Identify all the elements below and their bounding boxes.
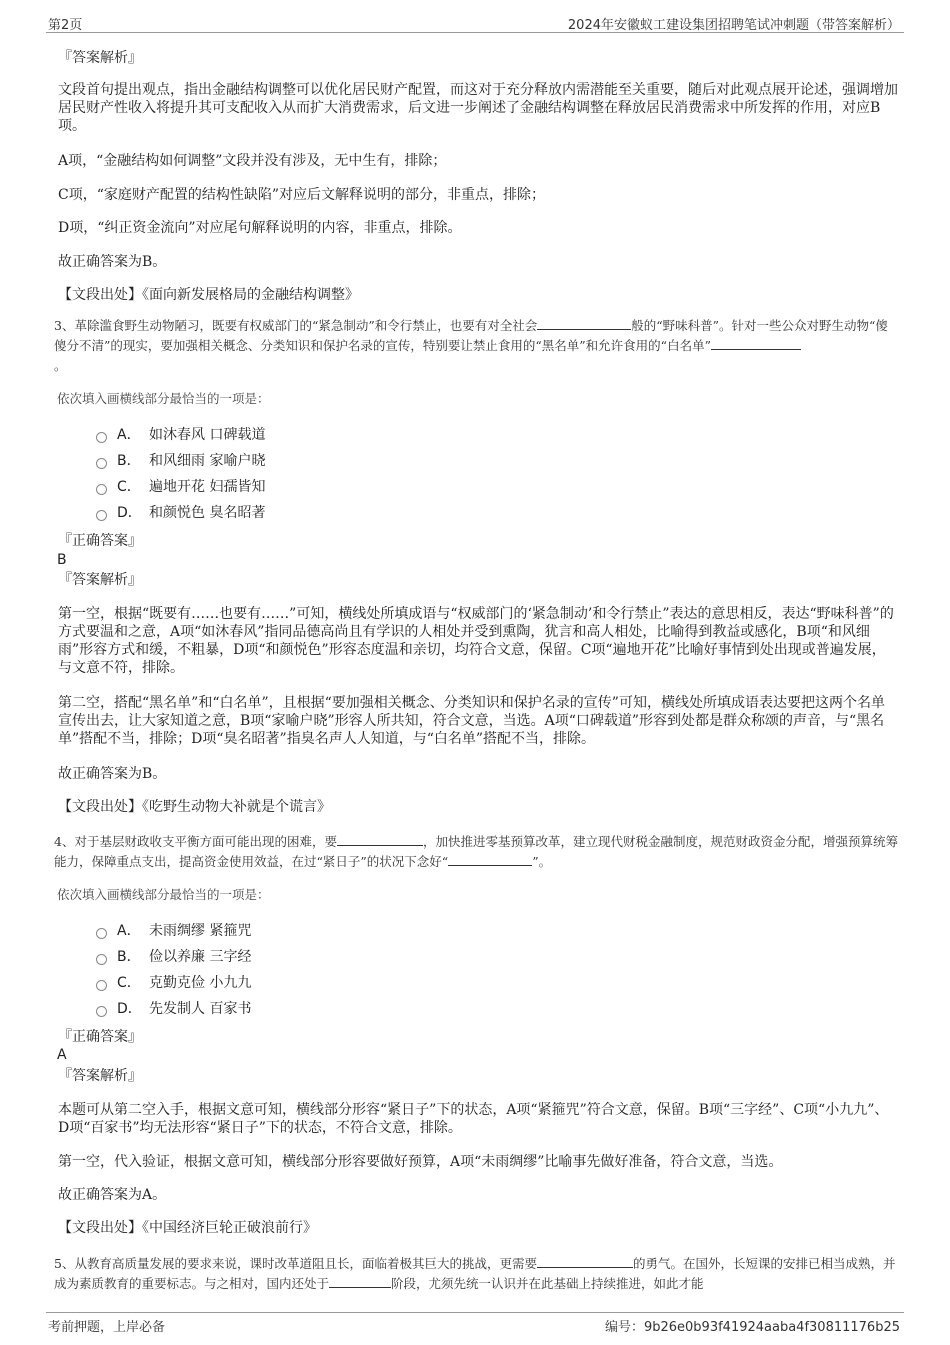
analysis-paragraph: A项，“金融结构如何调整”文段并没有涉及，无中生有，排除； (58, 153, 447, 169)
option-a[interactable]: A． 如沐春风 口碑载道 (96, 425, 265, 445)
analysis-conclusion: 故正确答案为B。 (58, 254, 167, 270)
source-line (58, 1219, 317, 1237)
source-line (58, 286, 359, 304)
fill-blank (711, 337, 801, 350)
source-prefix: 【文段出处】 (58, 1220, 142, 1236)
option-a[interactable]: A． 未雨绸缪 紧箍咒 (96, 921, 251, 941)
analysis-paragraph: C项，“家庭财产配置的结构性缺陷”对应后文解释说明的部分，非重点，排除； (58, 187, 546, 203)
source-title: 《吃野生动物大补就是个谎言》 (142, 799, 331, 815)
radio-icon[interactable] (96, 1006, 107, 1017)
question-prompt: 依次填入画横线部分最恰当的一项是： (57, 391, 270, 406)
analysis-paragraph: 本题可从第二空入手，根据文意可知，横线部分形容“紧日子”下的状态，A项“紧箍咒”符合文意，保留。B项“三字经”、C项“小九九”、D项“百家书”均无法形容“紧日子”下的状态，不符合文意，排除。 (58, 1102, 889, 1136)
source-title: 《中国经济巨轮正破浪前行》 (142, 1220, 317, 1236)
document-title: 2024年安徽蚁工建设集团招聘笔试冲刺题（带答案解析） (567, 18, 900, 33)
source-line (58, 798, 331, 816)
question-3-text: 3、革除滥食野生动物陋习，既要有权威部门的“紧急制动”和令行禁止，也要有对全社会 般的“野味科普”。针对一些公众对野生动物“傻傻分不清”的现实，要加强相关概念、分类知识和保护名录的宣传，特别要让禁止食用的“黑名单”和允许食用的“白名单” 。 (54, 318, 888, 373)
analysis-paragraph: 第二空，搭配“黑名单”和“白名单”，且根据“要加强相关概念、分类知识和保护名录的宣传”可知，横线处所填成语表达要把这两个名单宣传出去，让大家知道之意，B项“家喻户晓”形容人所共知，符合文意，当选。A项“口碑载道”形容到处都是群众称颂的声音，与“黑名单”搭配不当，排除；D项“臭名昭著”指臭名声人人知道，与“白名单”搭配不当，排除。 (58, 695, 885, 747)
radio-icon[interactable] (96, 928, 107, 939)
fill-blank (448, 853, 532, 866)
correct-answer-label: 『正确答案』 (58, 533, 142, 549)
radio-icon[interactable] (96, 432, 107, 443)
fill-blank (337, 833, 423, 846)
question-prompt: 依次填入画横线部分最恰当的一项是： (57, 887, 270, 902)
question-5-text: 5、从教育高质量发展的要求来说，课时改革道阻且长，面临着极其巨大的挑战，更需要 的勇气。在国外，长短课的安排已相当成熟，并成为素质教育的重要标志。与之相对，国内还处于 阶段，尤须先统一认识并在此基础上持续推进，如此才能 (54, 1256, 896, 1291)
analysis-paragraph: 文段首句提出观点，指出金融结构调整可以优化居民财产配置，而这对于充分释放内需潜能至关重要，随后对此观点展开论述，强调增加居民财产性收入将提升其可支配收入从而扩大消费需求，后文进一步阐述了金融结构调整在释放居民消费需求中所发挥的作用，对应B项。 (58, 82, 898, 134)
correct-answer-label: 『正确答案』 (58, 1029, 142, 1045)
source-prefix: 【文段出处】 (58, 799, 142, 815)
analysis-label: 『答案解析』 (58, 1068, 142, 1084)
fill-blank (329, 1275, 391, 1288)
radio-icon[interactable] (96, 510, 107, 521)
option-c[interactable]: C． 遍地开花 妇孺皆知 (96, 477, 265, 497)
correct-answer: B (57, 552, 67, 568)
analysis-conclusion: 故正确答案为B。 (58, 766, 167, 782)
page-footer (46, 1312, 904, 1335)
option-d[interactable]: D． 先发制人 百家书 (96, 999, 251, 1019)
analysis-paragraph: D项，“纠正资金流向”对应尾句解释说明的内容，非重点，排除。 (58, 220, 462, 236)
radio-icon[interactable] (96, 458, 107, 469)
option-b[interactable]: B． 和风细雨 家喻户晓 (96, 451, 265, 471)
analysis-label: 『答案解析』 (58, 572, 142, 588)
fill-blank (537, 317, 631, 330)
option-b[interactable]: B． 俭以养廉 三字经 (96, 947, 251, 967)
analysis-paragraph: 第一空，代入验证，根据文意可知，横线部分形容要做好预算，A项“未雨绸缪”比喻事先做好准备，符合文意，当选。 (58, 1154, 783, 1170)
analysis-label: 『答案解析』 (58, 50, 142, 66)
radio-icon[interactable] (96, 980, 107, 991)
option-d[interactable]: D． 和颜悦色 臭名昭著 (96, 503, 265, 523)
analysis-paragraph: 第一空，根据“既要有……也要有……”可知，横线处所填成语与“权威部门的‘紧急制动’和令行禁止”表达的意思相反，表达“野味科普”的方式要温和之意，A项“如沐春风”指同品德高尚且有学识的人相处并受到熏陶，犹言和高人相处，比喻得到教益或感化，B项“和风细雨”形容方式和缓，不粗暴，D项“和颜悦色”形容态度温和亲切，均符合文意，保留。C项“遍地开花”比喻好事情到处出现或普遍发展，与文意不符，排除。 (58, 606, 894, 676)
source-title: 《面向新发展格局的金融结构调整》 (142, 287, 359, 303)
footer-slogan: 考前押题，上岸必备 (48, 1320, 166, 1335)
correct-answer: A (57, 1047, 67, 1063)
fill-blank (537, 1255, 633, 1268)
source-prefix: 【文段出处】 (58, 287, 142, 303)
analysis-conclusion: 故正确答案为A。 (58, 1187, 167, 1203)
document-id: 编号：9b26e0b93f41924aaba4f30811176b25 (604, 1320, 900, 1335)
page-header (46, 12, 904, 33)
option-c[interactable]: C． 克勤克俭 小九九 (96, 973, 251, 993)
page-number: 第2页 (48, 18, 83, 33)
radio-icon[interactable] (96, 484, 107, 495)
radio-icon[interactable] (96, 954, 107, 965)
question-4-text: 4、对于基层财政收支平衡方面可能出现的困难，要 ，加快推进零基预算改革，建立现代财税金融制度，规范财政资金分配，增强预算统筹能力，保障重点支出，提高资金使用效益，在过“紧日子”的状况下念好“ ”。 (54, 834, 898, 869)
